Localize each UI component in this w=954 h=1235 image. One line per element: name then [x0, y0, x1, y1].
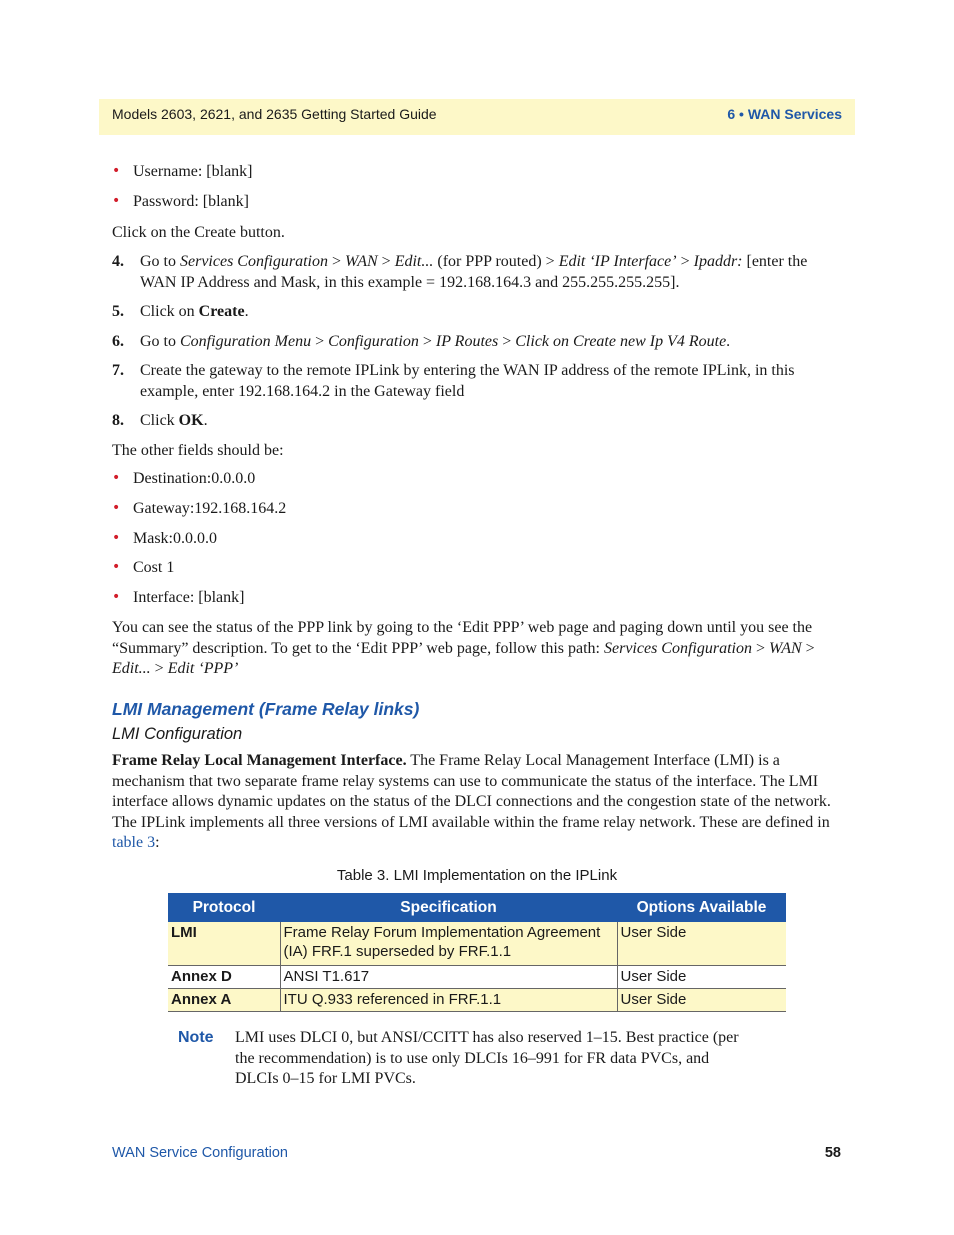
- column-header: Options Available: [617, 893, 786, 922]
- table-cell: Annex D: [168, 965, 280, 988]
- column-header: Protocol: [168, 893, 280, 922]
- table-row: [168, 965, 786, 988]
- table-cell: User Side: [617, 988, 786, 1011]
- bullet-icon: •: [112, 559, 121, 575]
- menu-path: WAN: [769, 639, 802, 657]
- status-paragraph: You can see the status of the PPP link by going to the ‘Edit PPP’ web page and paging down until you see the “Summary” description. To get to the ‘Edit PPP’ web page, follow this path: Services Configuration > WAN > Edit... > Edit ‘PPP’: [112, 619, 815, 677]
- table-cell: User Side: [617, 922, 786, 965]
- bullet-icon: •: [112, 500, 121, 516]
- menu-path: Services Configuration: [180, 253, 328, 270]
- footer-section-title: WAN Service Configuration: [112, 1145, 288, 1161]
- table-link[interactable]: table 3: [112, 834, 156, 851]
- lmi-table: [168, 893, 786, 1012]
- column-header: Specification: [280, 893, 617, 922]
- menu-path: WAN: [345, 253, 378, 270]
- bullet-icon: •: [112, 163, 121, 179]
- menu-path: Edit ‘IP Interface’: [558, 253, 677, 270]
- menu-path: Configuration Menu: [180, 333, 312, 350]
- bullet-icon: •: [112, 470, 121, 486]
- section-heading: LMI Management (Frame Relay links): [112, 699, 420, 719]
- menu-path: Edit...: [394, 253, 434, 270]
- fields-intro: The other fields should be:: [112, 442, 284, 459]
- bullet-icon: •: [112, 530, 121, 546]
- bullet-icon: •: [112, 589, 121, 605]
- table-cell: ITU Q.933 referenced in FRF.1.1: [280, 988, 617, 1011]
- table-cell: ANSI T1.617: [280, 965, 617, 988]
- table-row: [168, 988, 786, 1011]
- run-in-heading: Frame Relay Local Management Interface.: [112, 752, 407, 769]
- menu-path: IP Routes: [435, 333, 499, 350]
- menu-path: Services Configuration: [604, 639, 752, 657]
- table-row: [168, 922, 786, 965]
- lmi-paragraph: Frame Relay Local Management Interface. The Frame Relay Local Management Interface (LMI) is a mechanism that two separate frame relay systems can use to communicate the status of the interface. The LMI interface allows dynamic updates on the status of the DLCI connections and the congestion state of the network. The IPLink implements all three versions of LMI available within the frame relay network. These are defined in table 3:: [112, 752, 831, 851]
- note-label: Note: [178, 1029, 214, 1046]
- table-header-row: [168, 893, 786, 922]
- menu-path: Edit ‘PPP’: [167, 660, 239, 677]
- running-header: [99, 99, 855, 135]
- instruction-text: Click on the Create button.: [112, 224, 285, 241]
- table-cell: LMI: [168, 922, 280, 965]
- table-caption: Table 3. LMI Implementation on the IPLink: [336, 867, 618, 884]
- header-guide-title: Models 2603, 2621, and 2635 Getting Started Guide: [112, 106, 437, 122]
- menu-path: Edit...: [112, 660, 151, 677]
- header-chapter-title: 6 • WAN Services: [727, 106, 842, 122]
- table-cell: Annex A: [168, 988, 280, 1011]
- table-cell: User Side: [617, 965, 786, 988]
- menu-path: Configuration: [328, 333, 419, 350]
- menu-path: Click on Create new Ip V4 Route: [515, 333, 727, 350]
- table-cell: Frame Relay Forum Implementation Agreement (IA) FRF.1 superseded by FRF.1.1: [280, 922, 617, 965]
- menu-path: Ipaddr:: [693, 253, 743, 270]
- page-number: 58: [824, 1145, 841, 1161]
- bullet-icon: •: [112, 193, 121, 209]
- note-text: LMI uses DLCI 0, but ANSI/CCITT has also reserved 1–15. Best practice (per the recommendation) is to use only DLCIs 16–991 for FR data PVCs, and DLCIs 0–15 for LMI PVCs.: [235, 1029, 739, 1087]
- subsection-heading: LMI Configuration: [112, 725, 243, 743]
